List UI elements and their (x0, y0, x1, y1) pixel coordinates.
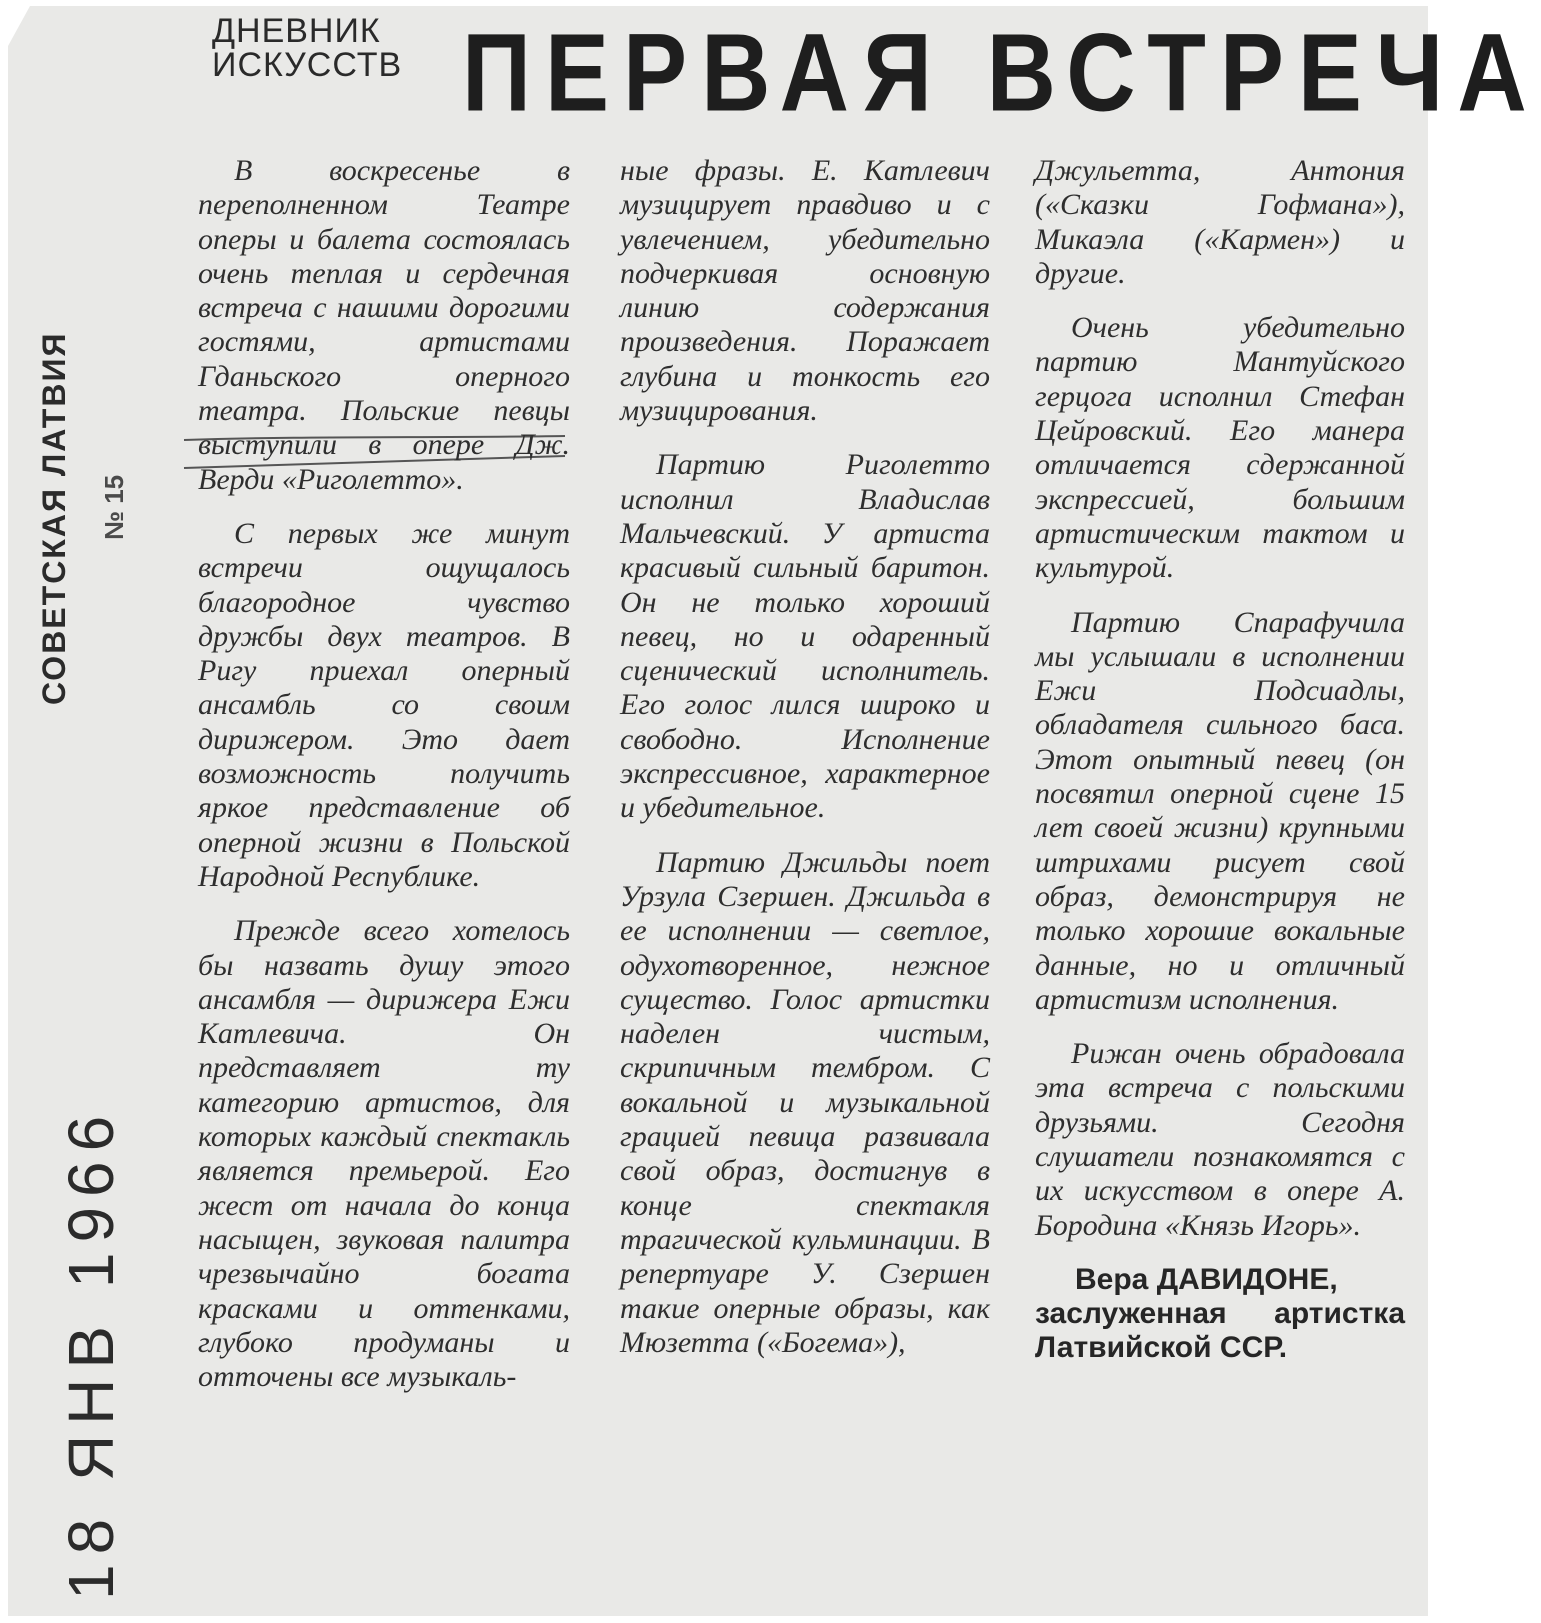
paragraph: Партию Джильды поет Урзула Сзершен. Джильда в ее исполнении — светлое, одухотворенное, нежное существо. Голос артистки наделен чистым, скрипичным тембром. С вокальной и музыкальной грацией певица развивала свой образ, достигнув в конце спектакля трагической кульминации. В репертуаре У. Сзершен такие оперные образы, как Мюзетта («Богема»), (620, 845, 990, 1359)
article-headline: ПЕРВАЯ ВСТРЕЧА (462, 11, 1541, 135)
paragraph: Очень убедительно партию Мантуйского герцога исполнил Стефан Цейровский. Его манера отличается сдержанной экспрессией, большим артистическим тактом и культурой. (1035, 311, 1405, 585)
paragraph: Рижан очень обрадовала эта встреча с польскими друзьями. Сегодня слушатели познакомятся с их искусством в опере А. Бородина «Князь Игорь». (1035, 1037, 1405, 1242)
paragraph: Партию Риголетто исполнил Владислав Мальчевский. У артиста красивый сильный баритон. Он не только хороший певец, но и одаренный сценический исполнитель. Его голос лился широко и свободно. Исполнение экспрессивное, характерное и убедительное. (620, 448, 990, 825)
paragraph: Партию Спарафучила мы услышали в исполнении Ежи Подсиадлы, обладателя сильного баса. Этот опытный певец (он посвятил оперной сцене 15 лет своей жизни) крупными штрихами рисует свой образ, демонстрируя не только хорошие вокальные данные, но и отличный артистизм исполнения. (1035, 605, 1405, 1016)
paragraph: В воскресенье в переполненном Театре оперы и балета состоялась очень теплая и сердечная встреча с нашими дорогими гостями, артистами Гданьского оперного театра. Польские певцы выступили в опере Дж. Верди «Риголетто». (198, 154, 570, 496)
paragraph: Джульетта, Антония («Сказки Гофмана»), Микаэла («Кармен») и другие. (1035, 154, 1405, 290)
paragraph: Прежде всего хотелось бы назвать душу этого ансамбля — дирижера Ежи Катлевича. Он представляет ту категорию артистов, для которых каждый спектакль является премьерой. Его жест от начала до конца насыщен, звуковая палитра чрезвычайно богата красками и оттенками, глубоко продуманы и отточены все музыкаль- (198, 914, 570, 1394)
issue-number-mark: № 15 (99, 474, 129, 540)
author-byline (1035, 1263, 1405, 1365)
author-title: заслуженная артистка Латвийской ССР. (1035, 1296, 1405, 1364)
author-name: Вера ДАВИДОНЕ, (1075, 1262, 1338, 1296)
rubric-line-2: ИСКУССТВ (212, 46, 403, 84)
date-stamp: 18 ЯНВ 1966 (55, 1105, 127, 1600)
article-column-2 (620, 154, 990, 1380)
rubric-line-1: ДНЕВНИК (212, 12, 381, 50)
article-column-1 (198, 154, 570, 1414)
newspaper-name-stamp: СОВЕТСКАЯ ЛАТВИЯ (36, 331, 72, 705)
article-column-3 (1035, 154, 1405, 1365)
paragraph: ные фразы. Е. Катлевич музицирует правдиво и с увлечением, убедительно подчеркивая основную линию содержания произведения. Поражает глубина и тонкость его музицирования. (620, 154, 990, 428)
paragraph: С первых же минут встречи ощущалось благородное чувство дружбы двух театров. В Ригу приехал оперный ансамбль со своим дирижером. Это дает возможность получить яркое представление об оперной жизни в Польской Народной Республике. (198, 516, 570, 893)
section-rubric (212, 14, 432, 82)
